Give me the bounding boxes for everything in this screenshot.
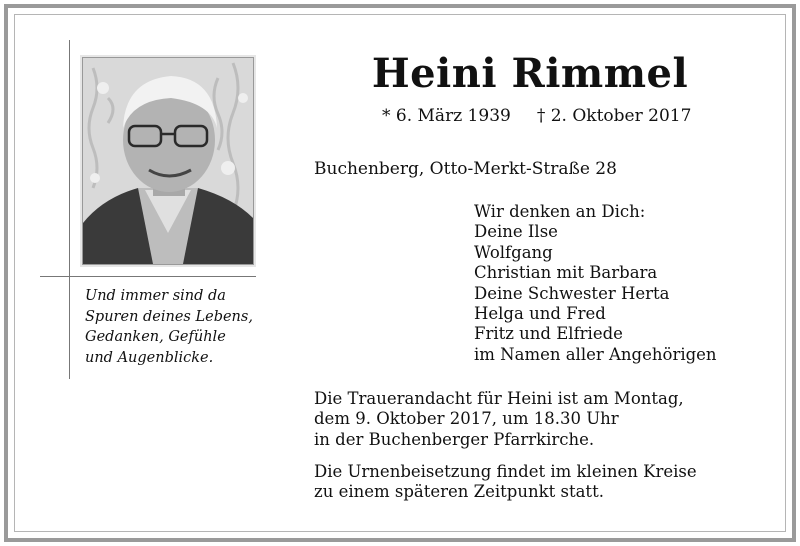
quote-line: und Augenblicke. — [85, 349, 214, 366]
mourner-line: Fritz und Elfriede — [474, 324, 623, 344]
mourner-line: im Namen aller Angehörigen — [474, 344, 717, 364]
quote-line: Und immer sind da — [85, 288, 226, 304]
birth-date: * 6. März 1939 — [382, 106, 511, 126]
mourners-list — [474, 202, 717, 365]
quote-line: Spuren deines Lebens, — [85, 308, 253, 325]
service-info — [314, 389, 684, 450]
memorial-quote — [85, 286, 285, 368]
service-line: in der Buchenberger Pfarrkirche. — [314, 429, 595, 449]
horizontal-rule — [40, 276, 256, 277]
mourner-line: Helga und Fred — [474, 304, 606, 324]
burial-info — [314, 462, 697, 503]
quote-line: Gedanken, Gefühle — [85, 329, 226, 345]
portrait-photo — [82, 57, 254, 265]
vertical-rule — [69, 40, 70, 379]
burial-line: Die Urnenbeisetzung findet im kleinen Kreise — [314, 462, 697, 481]
life-dates — [382, 104, 691, 128]
mourner-line: Wir denken an Dich: — [474, 202, 646, 221]
service-line: dem 9. Oktober 2017, um 18.30 Uhr — [314, 409, 619, 429]
mourner-line: Christian mit Barbara — [474, 263, 658, 283]
deceased-name: Heini Rimmel — [371, 50, 689, 97]
service-line: Die Trauerandacht für Heini ist am Montag, — [314, 389, 684, 408]
mourner-line: Deine Ilse — [474, 222, 558, 242]
death-date: † 2. Oktober 2017 — [536, 106, 692, 126]
mourner-line: Deine Schwester Herta — [474, 283, 670, 303]
mourner-line: Wolfgang — [474, 242, 553, 262]
burial-line: zu einem späteren Zeitpunkt statt. — [314, 482, 604, 502]
address: Buchenberg, Otto-Merkt-Straße 28 — [314, 159, 617, 179]
